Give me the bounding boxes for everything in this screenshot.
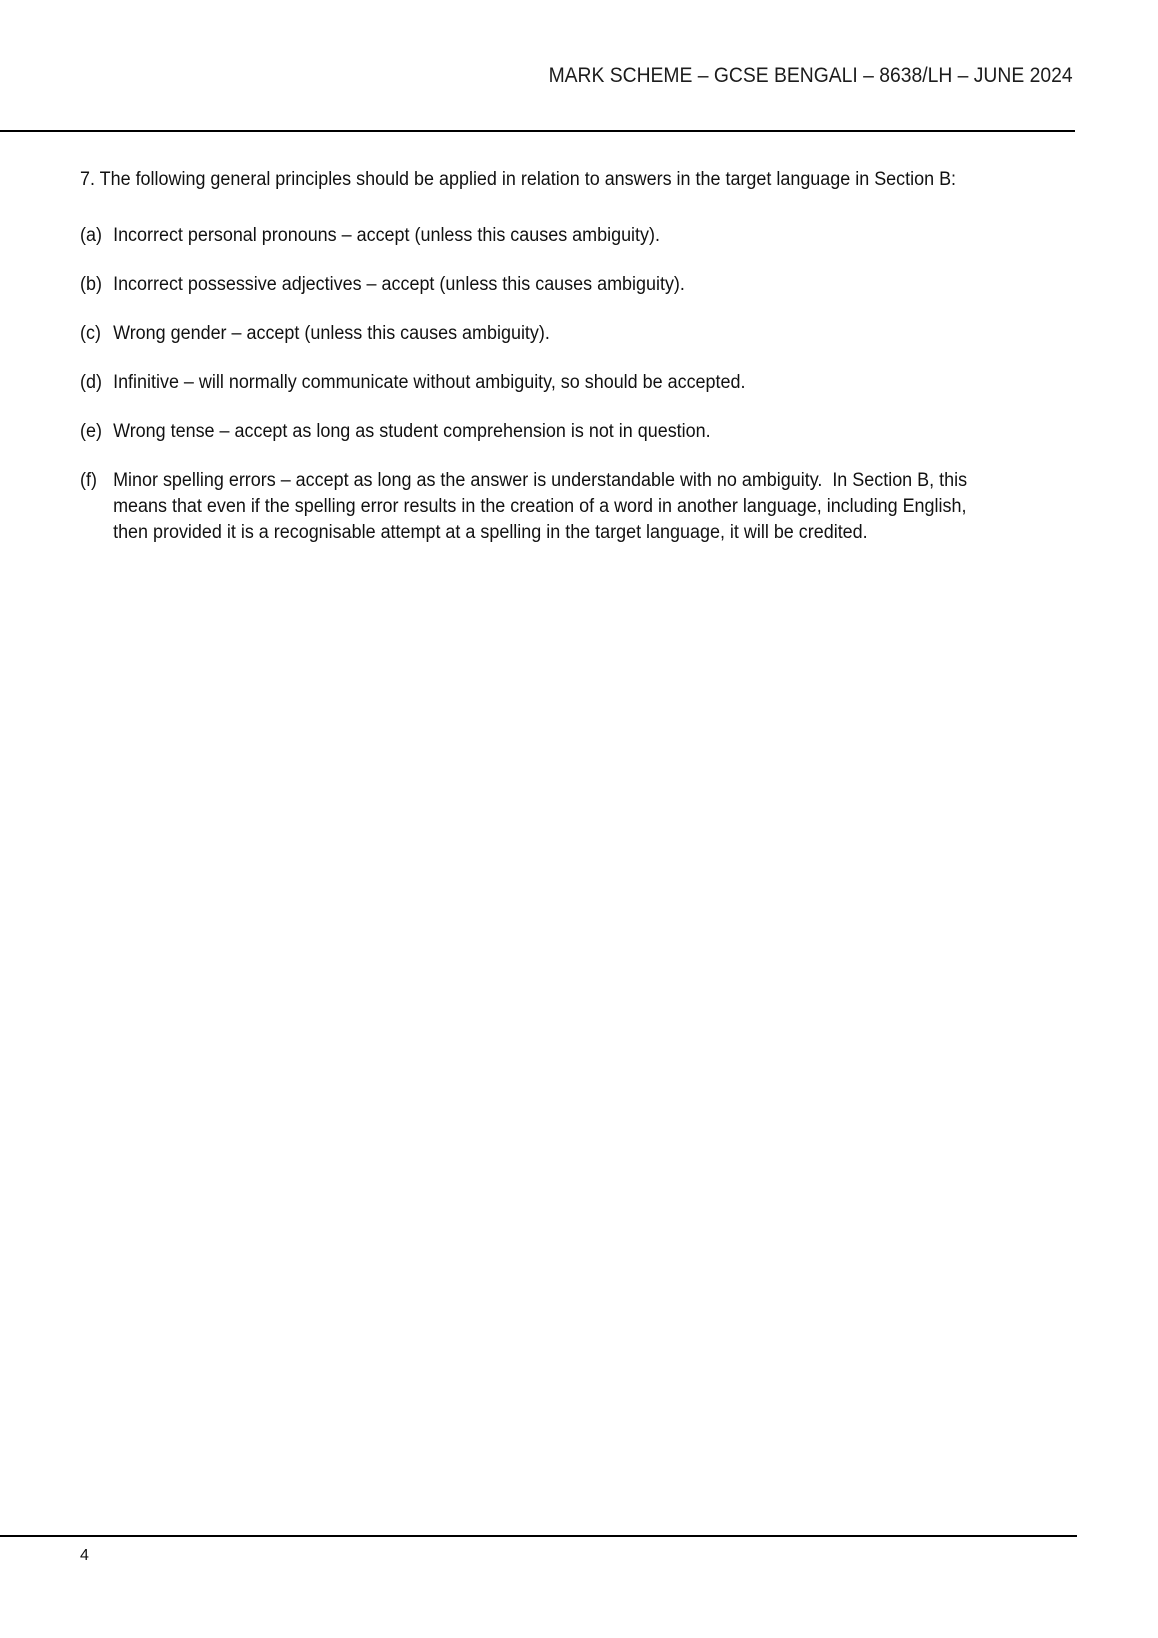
item-text: Incorrect possessive adjectives – accept (unless this causes ambiguity). bbox=[113, 274, 685, 295]
item-text: Wrong gender – accept (unless this causes ambiguity). bbox=[113, 323, 550, 344]
item-text: Minor spelling errors – accept as long as the answer is understandable with no ambiguity. In Section B, this means that even if the spelling error results in the creation of a word in another language, including English, then provided it is a recognisable attempt at a spelling in the target language, it will be credited. bbox=[113, 470, 973, 543]
principle-item-c bbox=[80, 321, 989, 347]
intro-paragraph: 7. The following general principles should be applied in relation to answers in the target language in Section B: bbox=[80, 169, 957, 190]
page-header-title: MARK SCHEME – GCSE BENGALI – 8638/LH – JUNE 2024 bbox=[548, 64, 1073, 87]
footer-rule bbox=[0, 1535, 1077, 1537]
item-marker: (e) bbox=[80, 421, 102, 442]
header-rule bbox=[0, 130, 1075, 132]
content bbox=[80, 167, 989, 569]
principle-item-e bbox=[80, 419, 989, 445]
principle-item-f bbox=[80, 468, 989, 546]
item-marker: (d) bbox=[80, 372, 102, 393]
principle-item-a bbox=[80, 223, 989, 249]
item-marker: (f) bbox=[80, 470, 97, 491]
item-text: Wrong tense – accept as long as student comprehension is not in question. bbox=[113, 421, 711, 442]
item-marker: (c) bbox=[80, 323, 101, 344]
item-marker: (b) bbox=[80, 274, 102, 295]
page-number: 4 bbox=[80, 1547, 89, 1564]
item-text: Incorrect personal pronouns – accept (unless this causes ambiguity). bbox=[113, 225, 660, 246]
item-marker: (a) bbox=[80, 225, 102, 246]
principle-item-d bbox=[80, 370, 989, 396]
item-text: Infinitive – will normally communicate without ambiguity, so should be accepted. bbox=[113, 372, 746, 393]
principle-item-b bbox=[80, 272, 989, 298]
